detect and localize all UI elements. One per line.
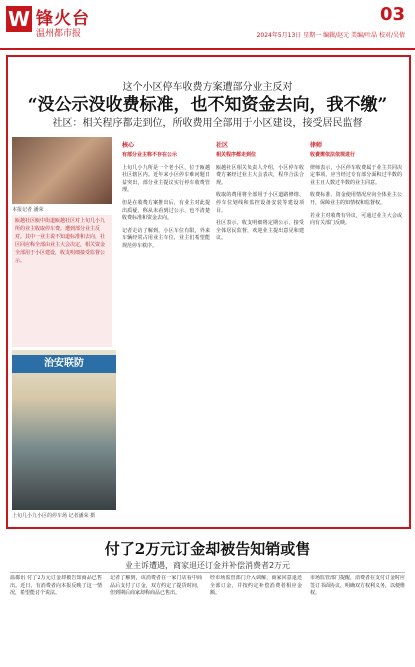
column-subheading: 相关程序都走到位 xyxy=(216,152,257,158)
column-heading: 核心 xyxy=(122,142,135,149)
lead-column-2 xyxy=(216,137,304,517)
story2-subhead: 业主诉遭遇，商家退还订金并补偿消费者2万元 xyxy=(124,561,291,570)
parking-photo xyxy=(12,350,116,510)
paragraph: 社区表示，收支明细将定期公示，接受全体居民监督，欢迎业主提出意见和建议。 xyxy=(216,220,304,242)
parking-photo-caption: 上旬几小九小区的停车场 记者潘荣 摄 xyxy=(12,513,96,519)
masthead xyxy=(0,0,415,50)
section-title: 锋火台 xyxy=(36,9,90,29)
lead-kicker: 这个小区停车收费方案遭部分业主反对 xyxy=(122,82,293,93)
paragraph: 若业主对收费有异议，可通过业主大会或向有关部门反映。 xyxy=(310,212,402,227)
paragraph: 收取的费用将全部用于小区道路修缮、停车位划线和监控设备安装等建设项目。 xyxy=(216,192,304,214)
newspaper-name: 温州都市报 xyxy=(36,29,82,39)
story2-column-4: 市场监管部门提醒，消费者在支付订金时应签订书面协议，明确双方权利义务，以便维权。 xyxy=(310,575,405,597)
reporter-photo xyxy=(12,137,112,204)
date-line: 2024年5月13日 星期一 编辑/赵元 美编/叶晶 校对/吴倩 xyxy=(256,32,405,39)
column-heading: 社区 xyxy=(216,142,229,149)
paragraph: 瓯越社区相关负责人介绍，小区停车收费方案经过业主大会表决，程序合法合规。 xyxy=(216,164,304,186)
column-subheading: 收费需依法依规进行 xyxy=(310,152,356,158)
paragraph: 但是在收费方案推出后，有业主对此提出质疑，称从未看到过公示，也不清楚收费标准和资金去向。 xyxy=(122,199,210,222)
lead-subhead: 社区：相关程序都走到位，所收费用全部用于小区建设，接受居民监督 xyxy=(52,118,363,129)
story2-headline: 付了2万元订金却被告知销或售 xyxy=(104,540,311,558)
reporter-caption: 本报记者 潘荣 xyxy=(12,207,44,213)
paragraph: 记者走访了解到，小区车位有限，外来车辆经常占用业主车位，业主们希望能规范停车秩序。 xyxy=(122,227,210,249)
photo-sign: 治安联防 xyxy=(12,355,116,373)
page-number: 03 xyxy=(379,4,405,25)
story2-column-1: 温都讯 付了2万元订金却被告知商品已售出。近日，有消费者向本报反映了这一情况，希望能讨个说法。 xyxy=(10,575,102,597)
logo-mark: W xyxy=(7,7,31,31)
lead-column-3 xyxy=(310,137,402,517)
paragraph: 上旬几小九所是一个老小区，位于瓯越社区辖区内。近年来小区停车难问题日益突出，部分业主提议实行停车收费管理。 xyxy=(122,164,210,194)
column-heading: 律师 xyxy=(310,142,323,149)
divider xyxy=(10,572,405,573)
column-subheading: 有部分业主称不存在公示 xyxy=(122,152,178,158)
paragraph: 律师表示，小区停车收费属于业主共同决定事项，应当经过专有部分面积过半数的业主且人数过半数的业主同意。 xyxy=(310,164,402,186)
lead-summary-box: 瓯越社区瓯中街道瓯越社区对上旬几小九所的业主收取停车费。遭到部分业主反对。其中一业主说不知道标准和去向，社区回应称全部由业主大会决定，相关资金全部用于小区建设，收支明细接受监督公示。 xyxy=(12,215,112,347)
lead-headline: “没公示没收费标准，也不知资金去向，我不缴” xyxy=(27,95,388,115)
paragraph: 收费标准、资金使用情况应向全体业主公开，保障业主的知情权和监督权。 xyxy=(310,192,402,206)
lead-column-1 xyxy=(122,137,210,517)
story2-column-3: 经市场监管部门介入调解，商家同意退还全部订金，并按约定补偿消费者相应金额。 xyxy=(210,575,302,597)
story2-column-2: 记者了解到，该消费者在一家门店看中商品后支付了订金，双方约定了提货时间，但到期后商家却称商品已售出。 xyxy=(110,575,202,597)
